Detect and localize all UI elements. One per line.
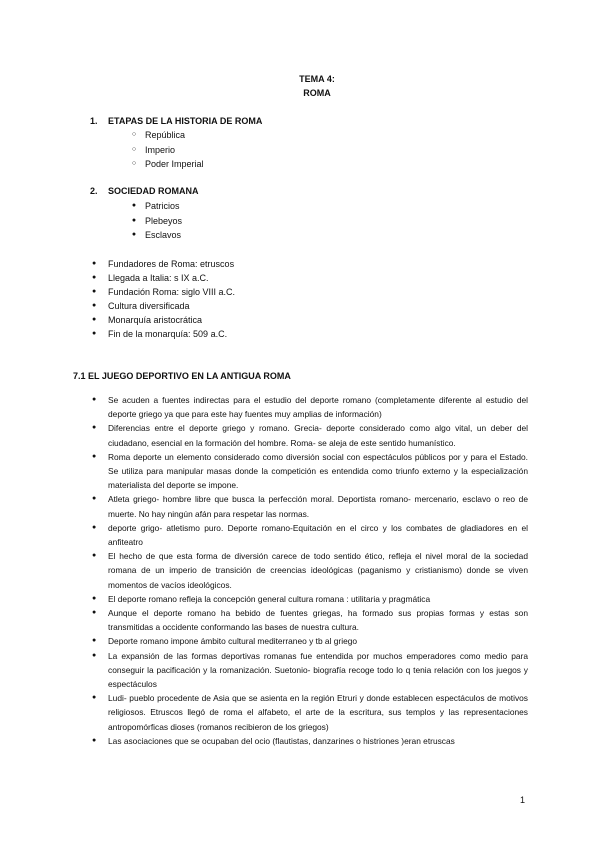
list-item: ● Atleta griego- hombre libre que busca la perfección moral. Deportista romano- mercenario, esclavo o reo de muerte. No hay ningún afán para respetar las normas.	[92, 494, 528, 519]
section-2-list	[131, 199, 183, 243]
bullet-icon: ●	[92, 552, 97, 560]
section-1-title: ETAPAS DE LA HISTORIA DE ROMA	[108, 116, 263, 126]
hollow-bullet-icon: ○	[131, 160, 137, 168]
title-line-1: TEMA 4:	[299, 74, 335, 84]
section-1-heading	[90, 115, 262, 127]
hollow-bullet-icon: ○	[131, 131, 137, 138]
bullet-icon: ●	[131, 231, 137, 239]
list-item: ● Esclavos	[145, 228, 182, 243]
bullet-icon: ●	[92, 274, 97, 282]
section-7-1-heading: 7.1 EL JUEGO DEPORTIVO EN LA ANTIGUA ROMA	[73, 371, 291, 381]
list-item: ○ República	[145, 128, 204, 143]
list-item: ○ Poder Imperial	[145, 157, 204, 172]
bullet-icon: ●	[92, 651, 97, 659]
list-item: ○ Imperio	[145, 143, 204, 158]
facts-list	[92, 257, 236, 342]
list-item: ● Fundadores de Roma: etruscos	[108, 257, 235, 271]
bullet-icon: ●	[92, 260, 97, 267]
bullet-icon: ●	[131, 216, 137, 224]
section-2-title: SOCIEDAD ROMANA	[108, 186, 199, 196]
bullet-icon: ●	[92, 302, 97, 310]
bullet-icon: ●	[92, 694, 97, 702]
list-item: ● deporte grigo- atletismo puro. Deporte romano-Equitación en el circo y los combates de gladiadores en el anfiteatro	[92, 522, 528, 548]
list-item: ● La expansión de las formas deportivas romanas fue entendida por muchos emperadores como medio para conseguir la pacificación y la romanización. Suetonio- biografía recoge todo lo q tenia relación con los juegos y espectáculos	[92, 650, 528, 690]
list-item: ● Roma deporte un elemento considerado como diversión social con espectáculos públicos por y para el Estado. Se utiliza para manipular masas donde la competición es entendida como triunfo externo y la especialización materialista del deporte se impone.	[92, 451, 528, 491]
page-number: 1	[519, 795, 525, 805]
list-item: ● Llegada a Italia: s IX a.C.	[108, 271, 235, 285]
bullet-icon: ●	[92, 523, 97, 531]
hollow-bullet-icon: ○	[131, 145, 137, 153]
list-item: ● Cultura diversificada	[108, 299, 235, 313]
list-item: ● Plebeyos	[145, 214, 182, 229]
bullet-icon: ●	[92, 330, 97, 338]
section-2-heading	[90, 185, 199, 197]
list-item: ● Patricios	[145, 199, 182, 214]
section-2-number: 2.	[90, 186, 98, 196]
bullet-icon: ●	[92, 594, 97, 602]
bullet-icon: ●	[92, 495, 97, 503]
bullet-icon: ●	[92, 396, 97, 403]
section-1-list	[131, 128, 204, 172]
list-item: ● Se acuden a fuentes indirectas para el estudio del deporte romano (completamente diferente al estudio del deporte griego ya que para este hay fuentes muy amplias de información)	[92, 395, 528, 420]
bullet-icon: ●	[92, 452, 97, 460]
list-item: ● Las asociaciones que se ocupaban del ocio (flautistas, danzarines o histriones )eran etruscas	[108, 734, 528, 748]
list-item: ● Aunque el deporte romano ha bebido de fuentes griegas, ha formado sus propias formas y estas son transmitidas a occidente conformando las bases de nuestra cultura.	[92, 608, 528, 633]
bullet-icon: ●	[131, 202, 137, 209]
section-1-number: 1.	[90, 116, 98, 126]
bullet-icon: ●	[92, 316, 97, 324]
title-line-2: ROMA	[303, 88, 331, 98]
bullet-icon: ●	[92, 288, 97, 296]
list-item: ● Fin de la monarquía: 509 a.C.	[108, 327, 235, 341]
list-item: ● Diferencias entre el deporte griego y romano. Grecia- deporte considerado como algo vital, un deber del ciudadano, esencial en la formación del hombre. Roma- se aleja de este sentido humanístico.	[92, 423, 528, 448]
section-7-1-list	[92, 393, 528, 748]
list-item: ● Deporte romano impone ámbito cultural mediterraneo y tb al griego	[108, 634, 528, 648]
list-item: ● El deporte romano refleja la concepción general cultura romana : utilitaria y pragmática	[108, 592, 528, 606]
bullet-icon: ●	[92, 609, 97, 617]
list-item: ● Fundación Roma: siglo VIII a.C.	[108, 285, 235, 299]
bullet-icon: ●	[92, 637, 97, 645]
list-item: ● Ludi- pueblo procedente de Asia que se asienta en la región Etruri y donde establecen espectáculos de motivos religiosos. Etruscos llegó de roma el alfabeto, el arte de la escritura, sus templos y las representaciones antropomórficas dioses (romanos recibieron de los griegos)	[92, 693, 528, 732]
list-item: ● Monarquía aristocrática	[108, 313, 235, 327]
list-item: ● El hecho de que esta forma de diversión carece de todo sentido ético, refleja el nivel moral de la sociedad romana de un imperio de transición de creencias ideológicas (paganismo y cristianismo) donde se viven momentos de vacíos ideológicos.	[92, 551, 528, 590]
bullet-icon: ●	[92, 736, 97, 744]
bullet-icon: ●	[92, 424, 97, 432]
